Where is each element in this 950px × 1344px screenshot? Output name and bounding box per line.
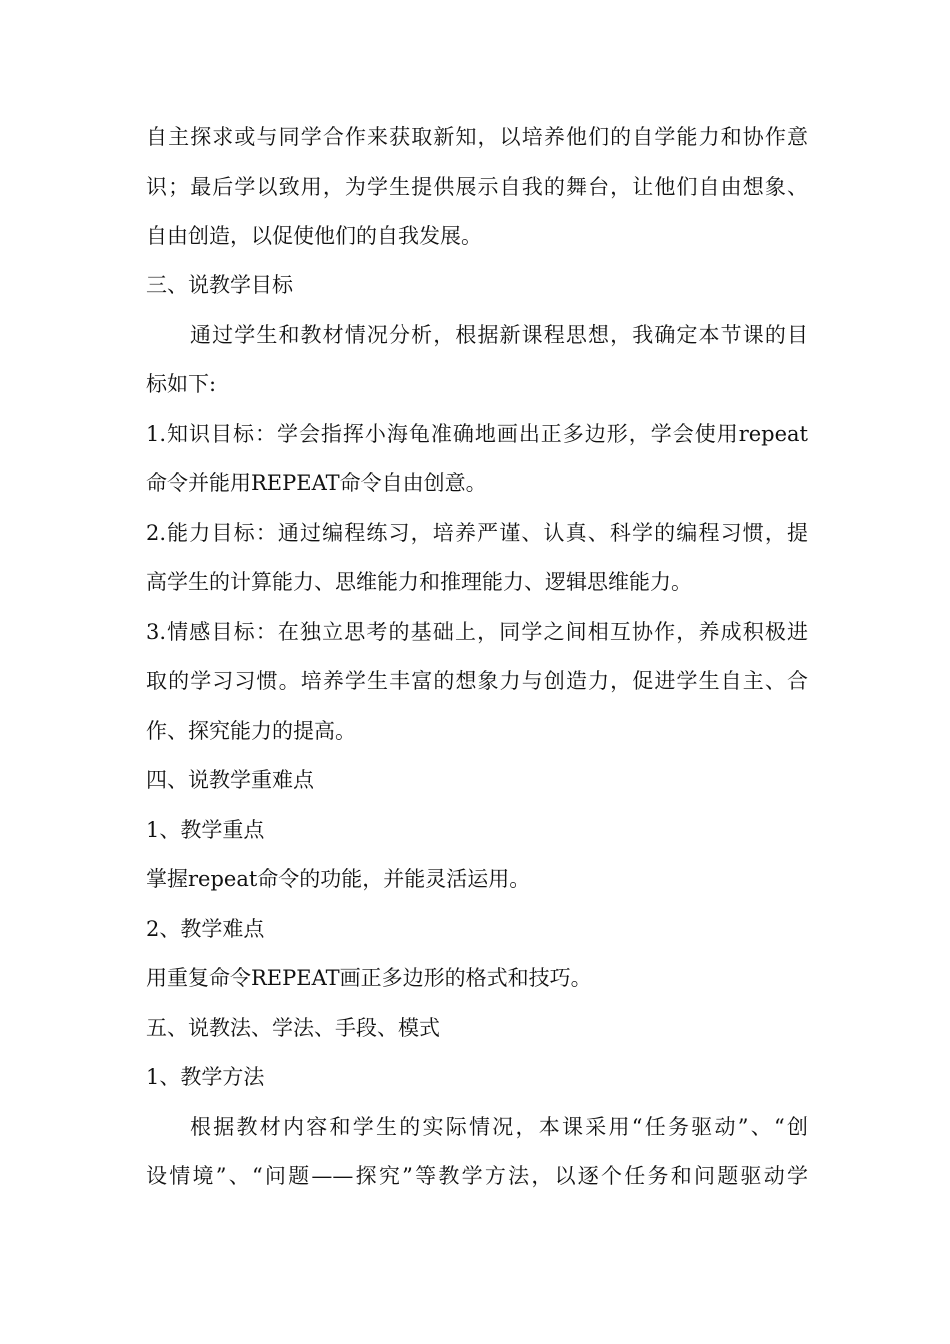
text-line: 根据教材内容和学生的实际情况，本课采用“任务驱动”、“创 bbox=[190, 1115, 808, 1139]
subsection-heading: 1、教学重点 bbox=[146, 818, 265, 842]
text-line: 取的学习习惯。培养学生丰富的想象力与创造力，促进学生自主、合 bbox=[146, 669, 808, 693]
text-line: 识；最后学以致用，为学生提供展示自我的舞台，让他们自由想象、 bbox=[146, 175, 808, 199]
text-line: 掌握repeat命令的功能，并能灵活运用。 bbox=[146, 867, 531, 891]
section-heading: 五、说教法、学法、手段、模式 bbox=[146, 1016, 440, 1040]
text-line: 作、探究能力的提高。 bbox=[146, 719, 356, 743]
section-heading: 四、说教学重难点 bbox=[146, 768, 314, 792]
text-line: 3.情感目标：在独立思考的基础上，同学之间相互协作，养成积极进 bbox=[146, 620, 808, 644]
text-line: 高学生的计算能力、思维能力和推理能力、逻辑思维能力。 bbox=[146, 570, 692, 594]
subsection-heading: 2、教学难点 bbox=[146, 917, 265, 941]
subsection-heading: 1、教学方法 bbox=[146, 1065, 265, 1089]
text-line: 用重复命令REPEAT画正多边形的格式和技巧。 bbox=[146, 966, 592, 990]
text-line: 自主探求或与同学合作来获取新知，以培养他们的自学能力和协作意 bbox=[146, 125, 808, 149]
text-line: 命令并能用REPEAT命令自由创意。 bbox=[146, 471, 487, 495]
text-line: 自由创造，以促使他们的自我发展。 bbox=[146, 224, 482, 248]
text-line: 标如下: bbox=[146, 372, 217, 396]
text-line: 通过学生和教材情况分析，根据新课程思想，我确定本节课的目 bbox=[190, 323, 808, 347]
text-line: 1.知识目标：学会指挥小海龟准确地画出正多边形，学会使用repeat bbox=[146, 422, 808, 446]
section-heading: 三、说教学目标 bbox=[146, 273, 293, 297]
text-line: 2.能力目标：通过编程练习，培养严谨、认真、科学的编程习惯，提 bbox=[146, 521, 808, 545]
text-line: 设情境”、“问题——探究”等教学方法，以逐个任务和问题驱动学 bbox=[146, 1164, 808, 1188]
